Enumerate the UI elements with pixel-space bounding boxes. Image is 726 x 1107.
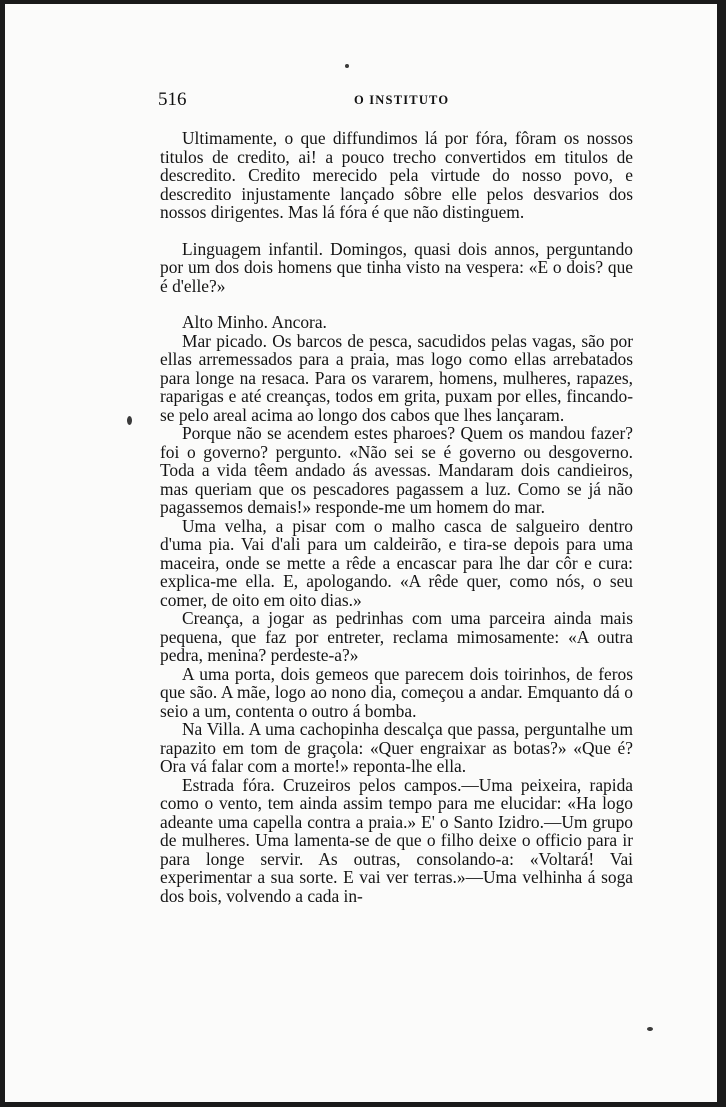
page-number: 516 xyxy=(158,89,187,110)
scan-speck xyxy=(647,1027,653,1031)
paragraph: A uma porta, dois gemeos que parecem dois toirinhos, de feros que são. A mãe, logo ao nono dia, começou a andar. Emquanto dá o seio a um, contenta o outro á bomba. xyxy=(160,663,633,721)
body-text xyxy=(160,129,633,905)
scan-speck xyxy=(345,64,349,68)
scan-speck xyxy=(127,416,132,425)
paragraph: Estrada fóra. Cruzeiros pelos campos.—Uma peixeira, rapida como o vento, tem ainda assim tempo para me elucidar: «Ha logo adeante uma capella contra a praia.» E' o Santo Izidro.—Um grupo de mulheres. Uma lamenta-se de que o filho deixe o officio para ir para longe servir. As outras, consolando-a: «Voltará! Vai experimentar a sua sorte. E vai ver terras.»—Uma velhinha á soga dos bois, volvendo a cada in- xyxy=(160,774,633,906)
book-page xyxy=(5,4,717,1102)
paragraph: Linguagem infantil. Domingos, quasi dois annos, perguntando por um dos dois homens que tinha visto na vespera: «E o dois? que é d'elle?» xyxy=(160,238,633,296)
paragraph: Na Villa. A uma cachopinha descalça que passa, perguntalhe um rapazito em tom de graçola: «Quer engraixar as botas?» «Que é? Ora vá falar com a morte!» reponta-lhe ella. xyxy=(160,719,633,776)
journal-title: O INSTITUTO xyxy=(354,93,450,107)
paragraph: Creança, a jogar as pedrinhas com uma parceira ainda mais pequena, que faz por entreter, reclama mimosamente: «A outra pedra, menina? perdeste-a?» xyxy=(160,608,633,665)
paragraph: Alto Minho. Ancora. xyxy=(182,312,327,332)
paragraph: Porque não se acendem estes pharoes? Quem os mandou fazer? foi o governo? pergunto. «Não sei se é governo ou desgoverno. Toda a vida têem andado ás avessas. Mandaram dois candieiros, mas queriam que os pescadores pagassem a luz. Como se já não pagassemos demais!» responde-me um homem do mar. xyxy=(160,423,633,517)
paragraph: Uma velha, a pisar com o malho casca de salgueiro dentro d'uma pia. Vai d'ali para um caldeirão, e tira-se depois para uma maceira, onde se mette a rêde a encascar para lhe dar côr e cura: explica-me ella. E, apologando. «A rêde quer, como nós, o seu comer, de oito em oito dias.» xyxy=(160,515,633,610)
paragraph: Ultimamente, o que diffundimos lá por fóra, fôram os nossos titulos de credito, ai! a pouco trecho convertidos em titulos de descredito. Credito merecido pela virtude do nosso povo, e descredito injustamente lançado sôbre elle pelos desvarios dos nossos dirigentes. Mas lá fóra é que não distinguem. xyxy=(160,128,633,222)
paragraph: Mar picado. Os barcos de pesca, sacudidos pelas vagas, são por ellas arremessados para a praia, mas logo como ellas arrebatados para longe na resaca. Para os vararem, homens, mulheres, rapazes, raparigas e até creanças, todos em grita, puxam por elles, fincando-se pelo areal acima ao longo dos cabos que lhes lançaram. xyxy=(160,330,633,425)
running-head xyxy=(158,89,636,115)
